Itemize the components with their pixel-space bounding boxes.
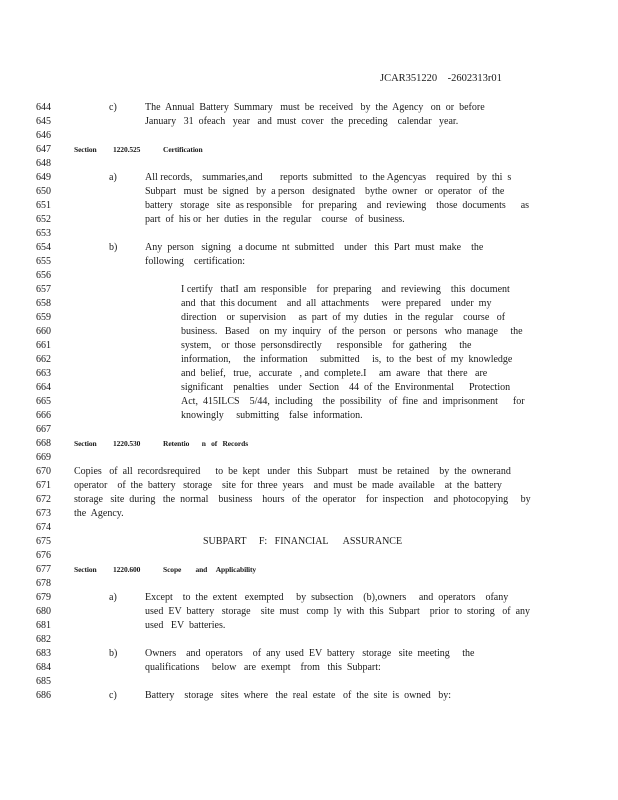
line-text: information, the information submitted is, to the best of my knowledge xyxy=(181,353,513,365)
document-line xyxy=(0,661,618,675)
line-text: the Agency. xyxy=(74,507,124,519)
document-line xyxy=(0,507,618,521)
section-heading-text: Retentio n of Records xyxy=(163,438,249,448)
line-number: 654 xyxy=(36,241,51,253)
line-text: b) xyxy=(109,647,118,659)
line-number: 644 xyxy=(36,101,51,113)
section-heading-text: Certification xyxy=(163,144,203,154)
line-number: 669 xyxy=(36,451,51,463)
line-text: and that this document and all attachments were prepared under my xyxy=(181,297,492,309)
document-line xyxy=(0,255,618,269)
line-text: business. Based on my inquiry of the person or persons who manage the xyxy=(181,325,523,337)
line-text: Copies of all recordsrequired to be kept under this Subpart must be retained by the ownerand xyxy=(74,465,511,477)
line-number: 647 xyxy=(36,143,51,155)
line-text: direction or supervision as part of my duties in the regular course of xyxy=(181,311,506,323)
line-text: The Annual Battery Summary must be received by the Agency on or before xyxy=(145,101,485,113)
document-line xyxy=(0,535,618,549)
line-number: 680 xyxy=(36,605,51,617)
line-number: 679 xyxy=(36,591,51,603)
document-line xyxy=(0,493,618,507)
document-line xyxy=(0,171,618,185)
line-number: 666 xyxy=(36,409,51,421)
line-text: following certification: xyxy=(145,255,245,267)
line-number: 682 xyxy=(36,633,51,645)
line-number: 684 xyxy=(36,661,51,673)
line-number: 672 xyxy=(36,493,51,505)
section-heading-text: 1220.525 xyxy=(113,144,141,154)
document-line xyxy=(0,451,618,465)
document-line xyxy=(0,213,618,227)
document-line xyxy=(0,297,618,311)
line-text: January 31 ofeach year and must cover the preceding calendar year. xyxy=(145,115,459,127)
line-number: 646 xyxy=(36,129,51,141)
line-number: 651 xyxy=(36,199,51,211)
line-number: 655 xyxy=(36,255,51,267)
line-number: 659 xyxy=(36,311,51,323)
document-line xyxy=(0,423,618,437)
line-number: 656 xyxy=(36,269,51,281)
document-line xyxy=(0,283,618,297)
document-line xyxy=(0,605,618,619)
line-number: 675 xyxy=(36,535,51,547)
line-number: 671 xyxy=(36,479,51,491)
document-line xyxy=(0,129,618,143)
section-heading-text: Section xyxy=(74,564,97,574)
section-heading-text: Scope and Applicability xyxy=(163,564,257,574)
document-line xyxy=(0,437,618,451)
line-text: I certify thatI am responsible for preparing and reviewing this document xyxy=(181,283,510,295)
line-text: Except to the extent exempted by subsection (b),owners and operators ofany xyxy=(145,591,509,603)
document-line xyxy=(0,675,618,689)
line-text: used EV batteries. xyxy=(145,619,226,631)
line-text: and belief, true, accurate , and complete.I am aware that there are xyxy=(181,367,488,379)
line-text: significant penalties under Section 44 of the Environmental Protection xyxy=(181,381,511,393)
document-line xyxy=(0,633,618,647)
line-text: All records, summaries,and reports submitted to the Agencyas required by thi s xyxy=(145,171,512,183)
line-number: 683 xyxy=(36,647,51,659)
line-text: part of his or her duties in the regular course of business. xyxy=(145,213,405,225)
document-line xyxy=(0,647,618,661)
document-line xyxy=(0,591,618,605)
line-number: 685 xyxy=(36,675,51,687)
line-text: Act, 415ILCS 5/44, including the possibility of fine and imprisonment for xyxy=(181,395,525,407)
line-text: Any person signing a docume nt submitted under this Part must make the xyxy=(145,241,484,253)
line-number: 670 xyxy=(36,465,51,477)
document-line xyxy=(0,549,618,563)
line-text: c) xyxy=(109,101,117,113)
document-line xyxy=(0,339,618,353)
line-text: qualifications below are exempt from this Subpart: xyxy=(145,661,381,673)
document-line xyxy=(0,409,618,423)
line-number: 648 xyxy=(36,157,51,169)
line-text: battery storage site as responsible for preparing and reviewing those documents as xyxy=(145,199,530,211)
document-line xyxy=(0,381,618,395)
line-number: 664 xyxy=(36,381,51,393)
line-number: 662 xyxy=(36,353,51,365)
line-number: 658 xyxy=(36,297,51,309)
line-text: knowingly submitting false information. xyxy=(181,409,363,421)
document-line xyxy=(0,479,618,493)
document-line xyxy=(0,227,618,241)
line-text: Subpart must be signed by a person designated bythe owner or operator of the xyxy=(145,185,505,197)
line-number: 678 xyxy=(36,577,51,589)
line-number: 681 xyxy=(36,619,51,631)
document-line xyxy=(0,521,618,535)
line-text: a) xyxy=(109,171,117,183)
document-line xyxy=(0,395,618,409)
section-heading-text: 1220.530 xyxy=(113,438,141,448)
line-number: 661 xyxy=(36,339,51,351)
line-number: 674 xyxy=(36,521,51,533)
line-text: Owners and operators of any used EV battery storage site meeting the xyxy=(145,647,475,659)
document-line xyxy=(0,157,618,171)
line-text: used EV battery storage site must comp ly with this Subpart prior to storing of any xyxy=(145,605,531,617)
document-line xyxy=(0,353,618,367)
line-number: 663 xyxy=(36,367,51,379)
line-number: 677 xyxy=(36,563,51,575)
document-line xyxy=(0,185,618,199)
line-number: 660 xyxy=(36,325,51,337)
line-number: 667 xyxy=(36,423,51,435)
line-number: 649 xyxy=(36,171,51,183)
document-line xyxy=(0,577,618,591)
line-number: 657 xyxy=(36,283,51,295)
line-number: 645 xyxy=(36,115,51,127)
line-text: operator of the battery storage site for three years and must be made available at the battery xyxy=(74,479,502,491)
document-line xyxy=(0,269,618,283)
document-id-header: JCAR351220 -2602313r01 xyxy=(380,73,502,84)
line-number: 686 xyxy=(36,689,51,701)
line-number: 668 xyxy=(36,437,51,449)
document-line xyxy=(0,619,618,633)
section-heading-text: Section xyxy=(74,144,97,154)
line-text: a) xyxy=(109,591,117,603)
line-text: system, or those personsdirectly responsible for gathering the xyxy=(181,339,472,351)
line-text: SUBPART F: FINANCIAL ASSURANCE xyxy=(203,535,403,547)
line-text: storage site during the normal business hours of the operator for inspection and photocopying by xyxy=(74,493,531,505)
document-line xyxy=(0,143,618,157)
line-number: 653 xyxy=(36,227,51,239)
line-number: 652 xyxy=(36,213,51,225)
document-line xyxy=(0,241,618,255)
line-number: 650 xyxy=(36,185,51,197)
document-line xyxy=(0,199,618,213)
document-line xyxy=(0,563,618,577)
document-line xyxy=(0,689,618,703)
document-line xyxy=(0,115,618,129)
document-line xyxy=(0,325,618,339)
line-text: Battery storage sites where the real estate of the site is owned by: xyxy=(145,689,452,701)
line-number: 665 xyxy=(36,395,51,407)
line-number: 673 xyxy=(36,507,51,519)
line-number: 676 xyxy=(36,549,51,561)
section-heading-text: 1220.600 xyxy=(113,564,141,574)
document-line xyxy=(0,101,618,115)
document-line xyxy=(0,311,618,325)
line-text: c) xyxy=(109,689,117,701)
document-line xyxy=(0,367,618,381)
line-text: b) xyxy=(109,241,118,253)
document-line xyxy=(0,465,618,479)
section-heading-text: Section xyxy=(74,438,97,448)
